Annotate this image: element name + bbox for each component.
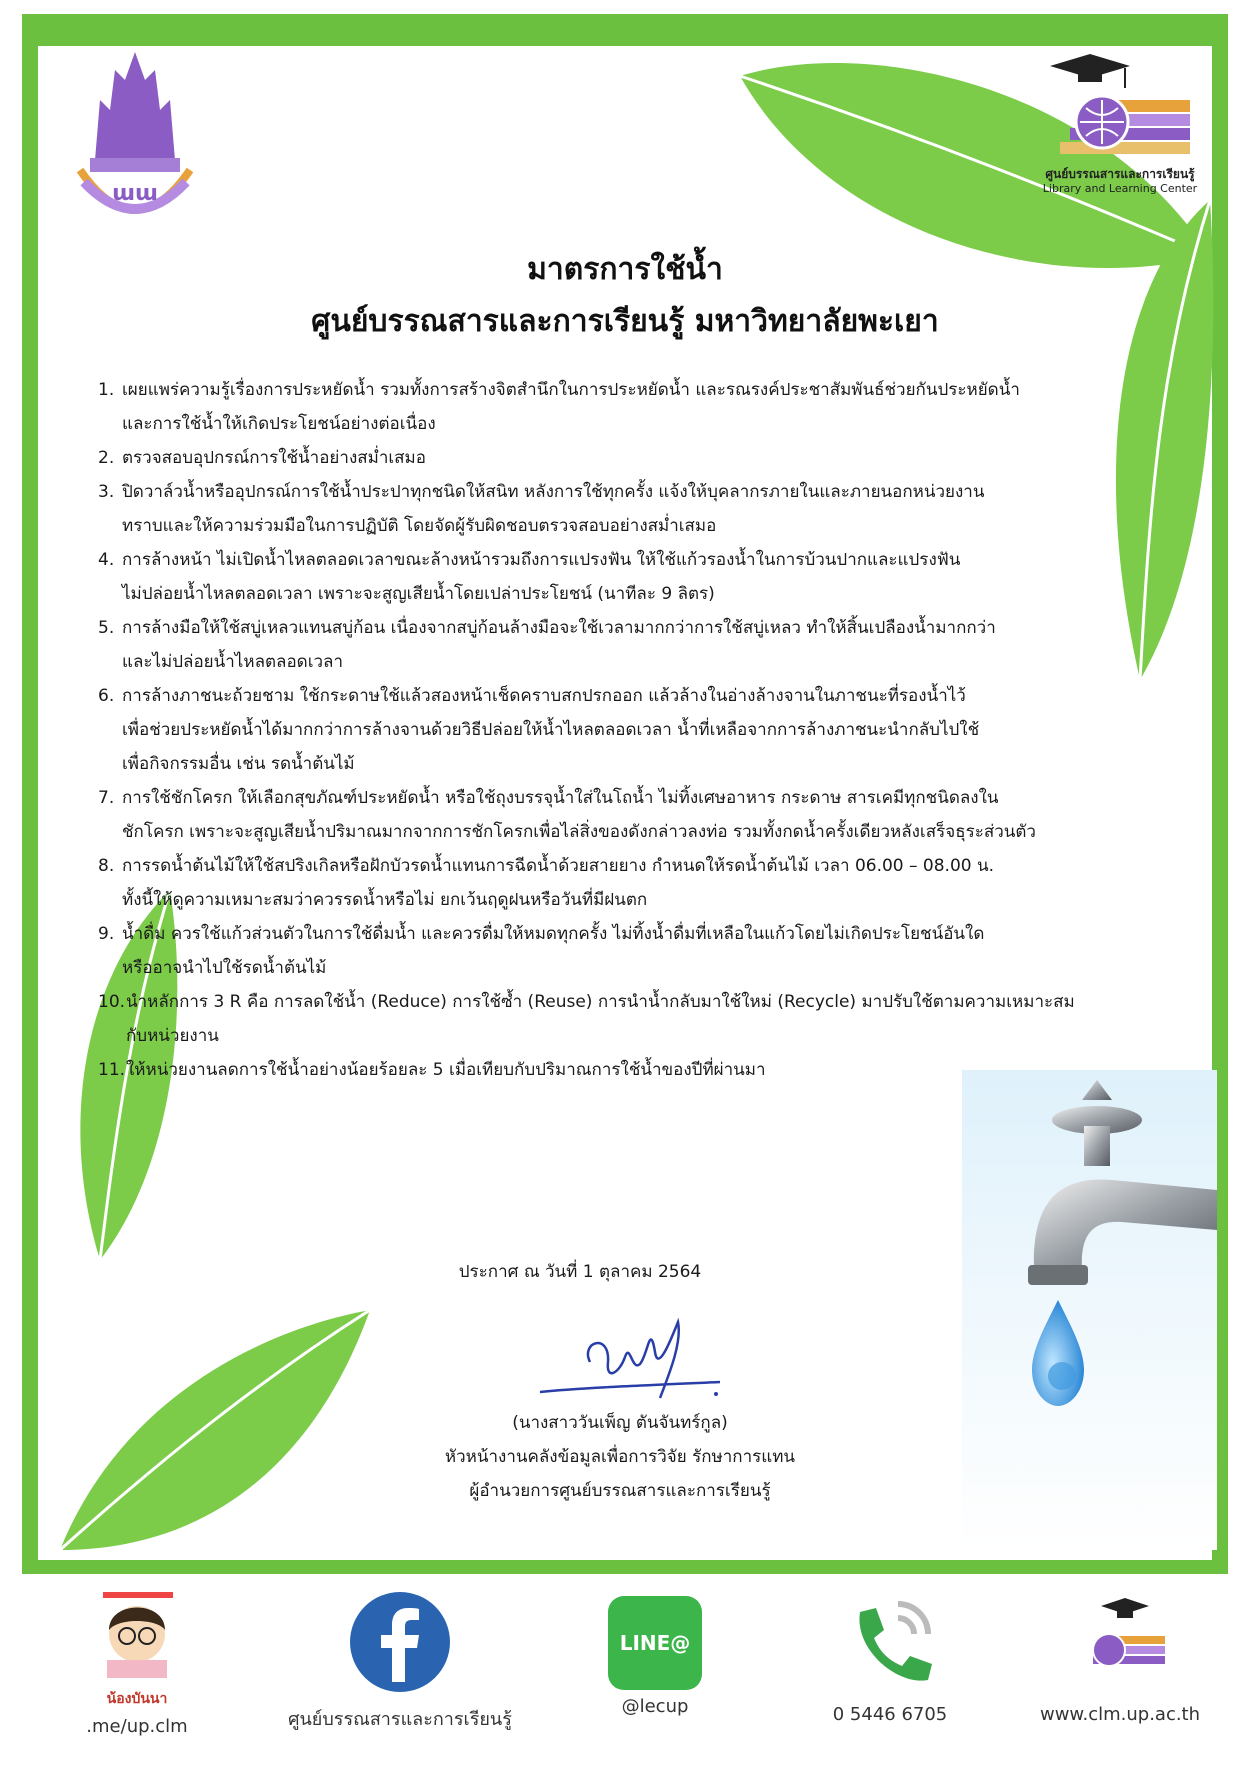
leaf-decoration-bottom-left [60, 1290, 380, 1570]
measure-text-line: การรดน้ำต้นไม้ให้ใช้สปริงเกิลหรือฝักบัวรดน้ำแทนการฉีดน้ำด้วยสายยาง กำหนดให้รดน้ำต้นไม้ เวลา 06.00 – 08.00 น. [122, 856, 995, 876]
footer-caption-line: @lecup [621, 1696, 689, 1717]
measure-text-line: การล้างหน้า ไม่เปิดน้ำไหลตลอดเวลาขณะล้างหน้ารวมถึงการแปรงฟัน ให้ใช้แก้วรองน้ำในการบ้วนปากและแปรงฟัน [122, 550, 961, 570]
measure-item [98, 441, 1138, 475]
measure-number: 10. [98, 992, 126, 1012]
footer-caption-facebook: ศูนย์บรรณสารและการเรียนรู้ [288, 1709, 512, 1730]
measure-text [126, 985, 1138, 1053]
measure-text-line: ชักโครก เพราะจะสูญเสียน้ำปริมาณมากจากการชักโครกเพื่อไล่สิ่งของดังกล่าวลงท่อ รวมทั้งกดน้ำครั้งเดียวหลังเสร็จธุระส่วนตัว [122, 822, 1036, 842]
measure-number: 2. [98, 448, 115, 468]
signer-position: หัวหน้างานคลังข้อมูลเพื่อการวิจัย รักษาการแทน [444, 1447, 796, 1467]
measure-text [122, 475, 1138, 543]
logo-name-english: Library and Learning Center [1042, 182, 1198, 195]
measure-text [122, 543, 1138, 611]
measure-item [98, 543, 1138, 611]
library-graduation-cap-logo [1020, 50, 1220, 162]
water-faucet-illustration [962, 1070, 1217, 1550]
measure-number: 8. [98, 856, 115, 876]
footer-item-website[interactable] [1030, 1590, 1210, 1725]
measure-text-line: กับหน่วยงาน [126, 1026, 219, 1046]
footer-caption-website: www.clm.up.ac.th [1039, 1704, 1201, 1725]
footer-item-facebook[interactable] [270, 1590, 530, 1733]
measure-text [122, 849, 1138, 917]
line-badge: LINE@ [619, 1631, 691, 1655]
measure-item [98, 611, 1138, 679]
measure-text-line: ปิดวาล์วน้ำหรืออุปกรณ์การใช้น้ำประปาทุกชนิดให้สนิท หลังการใช้ทุกครั้ง แจ้งให้บุคลากรภายในและภายนอกหน่วยงาน [122, 482, 985, 502]
measure-item [98, 475, 1138, 543]
mascot-label: น้องบันนา [106, 1691, 168, 1707]
phone-icon [838, 1590, 942, 1694]
mascot-icon [77, 1590, 197, 1700]
footer-item-phone[interactable] [820, 1590, 960, 1725]
logo-name-thai: ศูนย์บรรณสารและการเรียนรู้ [1045, 167, 1195, 181]
measure-text-line: ไม่ปล่อยน้ำไหลตลอดเวลา เพราะจะสูญเสียน้ำโดยเปล่าประโยชน์ (นาทีละ 9 ลิตร) [122, 584, 715, 604]
page-subtitle: ศูนย์บรรณสารและการเรียนรู้ มหาวิทยาลัยพะเยา [311, 304, 939, 339]
university-of-phayao-logo [70, 50, 200, 230]
measure-text [122, 679, 1138, 781]
library-logo-icon [1065, 1590, 1175, 1694]
measure-text-line: ตรวจสอบอุปกรณ์การใช้น้ำอย่างสม่ำเสมอ [122, 448, 426, 468]
library-learning-center-logo [1020, 50, 1220, 210]
signer-position-2: ผู้อำนวยการศูนย์บรรณสารและการเรียนรู้ [469, 1481, 771, 1501]
measure-text-line: ทั้งนี้ให้ดูความเหมาะสมว่าควรรดน้ำหรือไม่ ยกเว้นฤดูฝนหรือวันที่มีฝนตก [122, 890, 648, 910]
measure-item [98, 781, 1138, 849]
measure-item [98, 679, 1138, 781]
measure-text-line: การล้างภาชนะถ้วยชาม ใช้กระดาษใช้แล้วสองหน้าเช็ดคราบสกปรกออก แล้วล้างในอ่างล้างจานในภาชนะที่รองน้ำไว้ [122, 686, 966, 706]
page-title: มาตรการใช้น้ำ [527, 252, 723, 287]
measure-number: 6. [98, 686, 115, 706]
announcement-date: ประกาศ ณ วันที่ 1 ตุลาคม 2564 [458, 1262, 702, 1282]
measure-text [122, 373, 1138, 441]
measure-number: 7. [98, 788, 115, 808]
measure-item [98, 373, 1138, 441]
measure-number: 4. [98, 550, 115, 570]
footer-item-line[interactable] [600, 1590, 710, 1717]
footer-caption-phone: 0 5446 6705 [832, 1704, 948, 1725]
measure-number: 11. [98, 1060, 126, 1080]
measure-text-line: หรืออาจนำไปใช้รดน้ำต้นไม้ [122, 958, 327, 978]
measure-text-line: ให้หน่วยงานลดการใช้น้ำอย่างน้อยร้อยละ 5 เมื่อเทียบกับปริมาณการใช้น้ำของปีที่ผ่านมา [126, 1060, 766, 1080]
measure-text [122, 441, 1138, 475]
measure-number: 9. [98, 924, 115, 944]
measure-text [122, 611, 1138, 679]
measure-number: 1. [98, 380, 115, 400]
signer-block [380, 1406, 860, 1508]
footer-caption-messenger: .me/up.clm [86, 1716, 188, 1737]
footer-contact-bar [0, 1590, 1250, 1773]
measure-text-line: ทราบและให้ความร่วมมือในการปฏิบัติ โดยจัดผู้รับผิดชอบตรวจสอบอย่างสม่ำเสมอ [122, 516, 717, 536]
measure-item [98, 917, 1138, 985]
measure-item [98, 985, 1138, 1053]
measure-text-line: เผยแพร่ความรู้เรื่องการประหยัดน้ำ รวมทั้งการสร้างจิตสำนึกในการประหยัดน้ำ และรณรงค์ประชาสัมพันธ์ช่วยกันประหยัดน้ำ [122, 380, 1020, 400]
measure-text-line: เพื่อกิจกรรมอื่น เช่น รดน้ำต้นไม้ [122, 754, 355, 774]
line-icon [608, 1596, 702, 1690]
measure-text [122, 917, 1138, 985]
footer-item-mascot[interactable] [62, 1590, 212, 1737]
measure-number: 3. [98, 482, 115, 502]
measure-text-line: เพื่อช่วยประหยัดน้ำได้มากกว่าการล้างจานด้วยวิธีปล่อยให้น้ำไหลตลอดเวลา น้ำที่เหลือจากการล้างภาชนะนำกลับไปใช้ [122, 720, 980, 740]
measure-text [122, 781, 1138, 849]
measures-list [98, 373, 1138, 1087]
measure-text-line: และการใช้น้ำให้เกิดประโยชน์อย่างต่อเนื่อง [122, 414, 436, 434]
svg-text:ɯɯ: ɯɯ [112, 181, 158, 206]
measure-text-line: การล้างมือให้ใช้สบู่เหลวแทนสบู่ก้อน เนื่องจากสบู่ก้อนล้างมือจะใช้เวลามากกว่าการใช้สบู่เหลว ทำให้สิ้นเปลืองน้ำมากกว่า [122, 618, 996, 638]
signer-name: (นางสาววันเพ็ญ ตันจันทร์กูล) [512, 1413, 728, 1433]
measure-number: 5. [98, 618, 115, 638]
measure-text-line: การใช้ชักโครก ให้เลือกสุขภัณฑ์ประหยัดน้ำ หรือใช้ถุงบรรจุน้ำใส่ในโถน้ำ ไม่ทิ้งเศษอาหาร กระดาษ สารเคมีทุกชนิดลงใน [122, 788, 999, 808]
measure-text-line: น้ำดื่ม ควรใช้แก้วส่วนตัวในการใช้ดื่มน้ำ และควรดื่มให้หมดทุกครั้ง ไม่ทิ้งน้ำดื่มที่เหลือในแก้วโดยไม่เกิดประโยชน์อันใด [122, 924, 985, 944]
handwritten-signature [520, 1302, 740, 1412]
measure-text-line: และไม่ปล่อยน้ำไหลตลอดเวลา [122, 652, 344, 672]
measure-text-line: นำหลักการ 3 R คือ การลดใช้น้ำ (Reduce) การใช้ซ้ำ (Reuse) การนำน้ำกลับมาใช้ใหม่ (Recycle) มาปรับใช้ตามความเหมาะสม [126, 992, 1075, 1012]
facebook-icon [348, 1590, 452, 1694]
measure-item [98, 849, 1138, 917]
